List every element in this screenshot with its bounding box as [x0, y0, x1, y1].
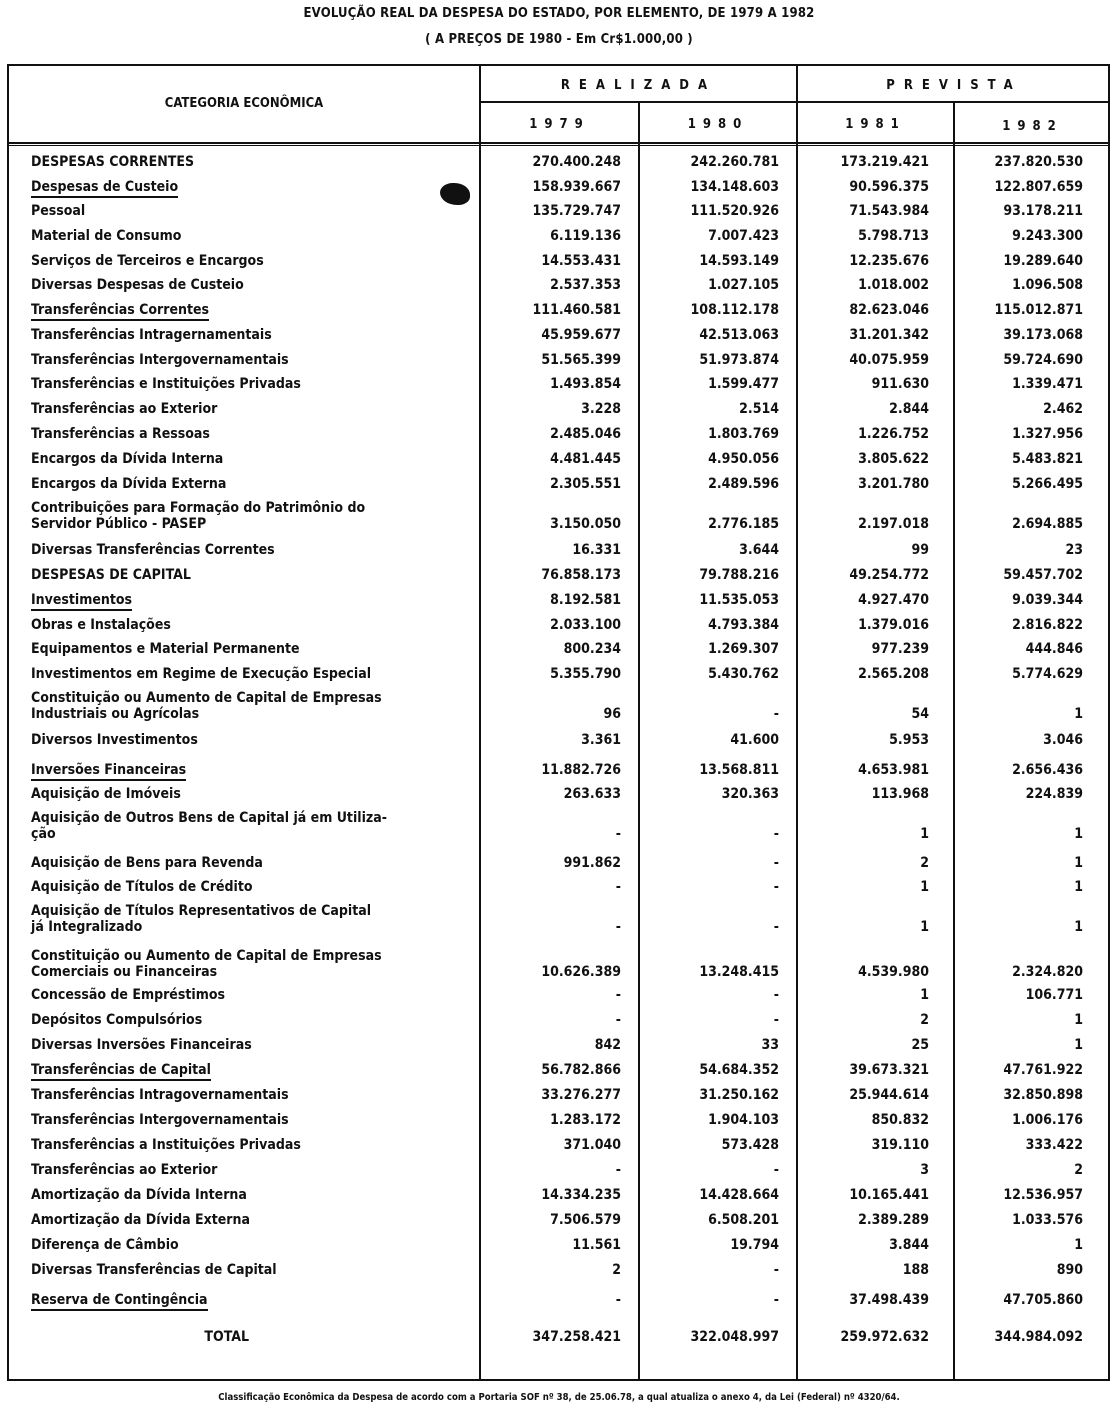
cell-value: 3 — [920, 1162, 929, 1178]
cell-value: 5.798.713 — [858, 228, 929, 244]
row-label — [31, 1137, 471, 1153]
cell-value: 1 — [920, 826, 929, 842]
cell-value: 11.561 — [572, 1237, 621, 1253]
cell-value: 51.565.399 — [541, 352, 621, 368]
cell-value: - — [773, 826, 779, 842]
cell-value: 122.807.659 — [994, 179, 1083, 195]
cell-value: 3.046 — [1043, 732, 1083, 748]
cell-value: 1.803.769 — [708, 426, 779, 442]
category-header: CATEGORIA ECONÔMICA — [164, 96, 324, 111]
cell-value: - — [773, 1262, 779, 1278]
cell-value: 2.305.551 — [550, 476, 621, 492]
year-header-1982: 1982 — [1002, 119, 1063, 134]
cell-value: - — [773, 1162, 779, 1178]
row-label-text: Diversas Transferências Correntes — [31, 542, 275, 558]
cell-value: 842 — [594, 1037, 621, 1053]
row-label-text: Transferências a Instituições Privadas — [31, 1137, 301, 1153]
cell-value: 242.260.781 — [690, 154, 779, 170]
cell-value: 41.600 — [730, 732, 779, 748]
cell-value: 6.119.136 — [550, 228, 621, 244]
row-label-text: Transferências Intergovernamentais — [31, 1112, 289, 1128]
row-label — [31, 426, 471, 442]
cell-value: 106.771 — [1025, 987, 1083, 1003]
cell-value: 1 — [920, 879, 929, 895]
row-label-text: Depósitos Compulsórios — [31, 1012, 203, 1028]
cell-value: 71.543.984 — [849, 203, 929, 219]
cell-value: 2.485.046 — [550, 426, 621, 442]
cell-value: 54.684.352 — [699, 1062, 779, 1078]
row-label-text: Diferença de Câmbio — [31, 1237, 179, 1253]
row-label — [31, 1112, 471, 1128]
cell-value: - — [615, 826, 621, 842]
cell-value: 47.705.860 — [1003, 1292, 1083, 1308]
row-label — [31, 762, 471, 778]
cell-value: 16.331 — [572, 542, 621, 558]
group-header-prevista: PREVISTA — [886, 78, 1022, 93]
cell-value: 2 — [920, 1012, 929, 1028]
cell-value: 4.793.384 — [708, 617, 779, 633]
cell-value: 42.513.063 — [699, 327, 779, 343]
cell-value: 1 — [1074, 855, 1083, 871]
cell-value: 134.148.603 — [690, 179, 779, 195]
cell-value: 3.805.622 — [858, 451, 929, 467]
row-label — [31, 401, 471, 417]
row-label-text-line2: já Integralizado — [31, 919, 143, 935]
cell-value: 45.959.677 — [541, 327, 621, 343]
row-label — [31, 154, 471, 170]
cell-value: 13.568.811 — [699, 762, 779, 778]
row-label-text: Contribuições para Formação do Patrimônio do — [31, 500, 366, 516]
cell-value: 9.039.344 — [1012, 592, 1083, 608]
row-label-text: Inversões Financeiras — [31, 762, 186, 781]
cell-value: 270.400.248 — [532, 154, 621, 170]
cell-value: 7.007.423 — [708, 228, 779, 244]
cell-value: 911.630 — [871, 376, 929, 392]
cell-value: 573.428 — [721, 1137, 779, 1153]
cell-value: - — [773, 987, 779, 1003]
row-label — [31, 1012, 471, 1028]
row-label-text: Transferências Correntes — [31, 302, 209, 321]
cell-value: 1.379.016 — [858, 617, 929, 633]
cell-value: 4.927.470 — [858, 592, 929, 608]
row-label — [31, 786, 471, 802]
cell-value: 850.832 — [871, 1112, 929, 1128]
row-label-text: DESPESAS CORRENTES — [31, 154, 195, 170]
cell-value: 39.173.068 — [1003, 327, 1083, 343]
row-label — [31, 376, 471, 392]
cell-value: 1 — [1074, 1237, 1083, 1253]
cell-value: 135.729.747 — [532, 203, 621, 219]
year-header-1979: 1979 — [529, 117, 590, 132]
cell-value: 54 — [911, 706, 929, 722]
row-label-text: Concessão de Empréstimos — [31, 987, 225, 1003]
cell-value: 2.694.885 — [1012, 516, 1083, 532]
cell-value: 4.481.445 — [550, 451, 621, 467]
cell-value: 1.904.103 — [708, 1112, 779, 1128]
cell-value: 1 — [920, 987, 929, 1003]
row-label — [31, 1212, 471, 1228]
cell-value: 371.040 — [563, 1137, 621, 1153]
row-label-text: Despesas de Custeio — [31, 179, 178, 198]
cell-value: 5.953 — [889, 732, 929, 748]
cell-value: 1 — [1074, 1037, 1083, 1053]
cell-value: 111.460.581 — [532, 302, 621, 318]
cell-value: - — [773, 706, 779, 722]
cell-value: 1 — [1074, 879, 1083, 895]
cell-value: 444.846 — [1025, 641, 1083, 657]
cell-value: 2 — [612, 1262, 621, 1278]
cell-value: 19.794 — [730, 1237, 779, 1253]
cell-value: 1.096.508 — [1012, 277, 1083, 293]
cell-value: 890 — [1056, 1262, 1083, 1278]
row-label-text: Obras e Instalações — [31, 617, 171, 633]
cell-value: 1.027.105 — [708, 277, 779, 293]
row-label-text: Investimentos — [31, 592, 132, 611]
cell-value: 1 — [1074, 826, 1083, 842]
cell-value: 1.327.956 — [1012, 426, 1083, 442]
row-label-text: Aquisição de Títulos Representativos de Capital — [31, 903, 372, 919]
row-label — [31, 1062, 471, 1078]
row-label-text: Aquisição de Imóveis — [31, 786, 181, 802]
row-label — [31, 542, 471, 558]
cell-value: 1.226.752 — [858, 426, 929, 442]
row-label-text: Diversas Transferências de Capital — [31, 1262, 277, 1278]
row-label — [31, 1087, 471, 1103]
row-label-text: Pessoal — [31, 203, 86, 219]
row-label — [31, 500, 471, 532]
row-label-text: Constituição ou Aumento de Capital de Empresas — [31, 948, 382, 964]
group-header-realizada: REALIZADA — [560, 78, 717, 93]
cell-value: 14.428.664 — [699, 1187, 779, 1203]
footnote: Classificação Econômica da Despesa de acordo com a Portaria SOF nº 38, de 25.06.78, a qual atualiza o anexo 4, da Lei (Federal) nº 4320/64. — [218, 1392, 900, 1403]
cell-value: 2.197.018 — [858, 516, 929, 532]
cell-value: 5.430.762 — [708, 666, 779, 682]
row-label — [31, 567, 471, 583]
row-label-text-line2: Comerciais ou Financeiras — [31, 964, 218, 980]
total-value: 344.984.092 — [994, 1329, 1083, 1345]
cell-value: 2 — [1074, 1162, 1083, 1178]
header-bottom-line-2 — [9, 145, 1110, 146]
cell-value: 320.363 — [721, 786, 779, 802]
cell-value: 25 — [911, 1037, 929, 1053]
row-label — [31, 228, 471, 244]
cell-value: 10.626.389 — [541, 964, 621, 980]
row-label-text: Transferências e Instituições Privadas — [31, 376, 301, 392]
cell-value: - — [773, 879, 779, 895]
cell-value: 800.234 — [563, 641, 621, 657]
total-value: 347.258.421 — [532, 1329, 621, 1345]
row-label — [31, 855, 471, 871]
cell-value: 224.839 — [1025, 786, 1083, 802]
document-subtitle: ( A PREÇOS DE 1980 - Em Cr$1.000,00 ) — [425, 32, 693, 47]
cell-value: 7.506.579 — [550, 1212, 621, 1228]
row-label-text: Constituição ou Aumento de Capital de Empresas — [31, 690, 382, 706]
cell-value: 37.498.439 — [849, 1292, 929, 1308]
cell-value: 76.858.173 — [541, 567, 621, 583]
cell-value: - — [773, 855, 779, 871]
cell-value: 4.653.981 — [858, 762, 929, 778]
cell-value: 319.110 — [871, 1137, 929, 1153]
row-label — [31, 987, 471, 1003]
cell-value: 19.289.640 — [1003, 253, 1083, 269]
row-label-text: Transferências ao Exterior — [31, 1162, 218, 1178]
cell-value: 158.939.667 — [532, 179, 621, 195]
row-label-text: Reserva de Contingência — [31, 1292, 208, 1311]
cell-value: 1 — [920, 919, 929, 935]
row-label — [31, 810, 471, 842]
cell-value: 23 — [1065, 542, 1083, 558]
cell-value: 2.389.289 — [858, 1212, 929, 1228]
cell-value: 1.283.172 — [550, 1112, 621, 1128]
cell-value: 1 — [1074, 706, 1083, 722]
cell-value: 1 — [1074, 1012, 1083, 1028]
row-label — [31, 451, 471, 467]
row-label-text: Material de Consumo — [31, 228, 182, 244]
cell-value: 90.596.375 — [849, 179, 929, 195]
cell-value: 5.355.790 — [550, 666, 621, 682]
cell-value: 2.462 — [1043, 401, 1083, 417]
row-label-text: Transferências a Ressoas — [31, 426, 210, 442]
row-label-text: Diversas Inversões Financeiras — [31, 1037, 252, 1053]
row-label-text: Encargos da Dívida Externa — [31, 476, 227, 492]
cell-value: - — [615, 919, 621, 935]
cell-value: 5.266.495 — [1012, 476, 1083, 492]
cell-value: 1.493.854 — [550, 376, 621, 392]
cell-value: - — [773, 919, 779, 935]
row-label-text: Transferências Intragernamentais — [31, 327, 272, 343]
cell-value: 49.254.772 — [849, 567, 929, 583]
cell-value: 6.508.201 — [708, 1212, 779, 1228]
cell-value: 2.656.436 — [1012, 762, 1083, 778]
document-title: EVOLUÇÃO REAL DA DESPESA DO ESTADO, POR ELEMENTO, DE 1979 A 1982 — [303, 6, 815, 21]
cell-value: 333.422 — [1025, 1137, 1083, 1153]
row-label — [31, 879, 471, 895]
cell-value: 12.235.676 — [849, 253, 929, 269]
cell-value: 14.593.149 — [699, 253, 779, 269]
cell-value: 1 — [1074, 919, 1083, 935]
cell-value: 31.201.342 — [849, 327, 929, 343]
cell-value: 1.033.576 — [1012, 1212, 1083, 1228]
cell-value: 108.112.178 — [690, 302, 779, 318]
row-label-text: Serviços de Terceiros e Encargos — [31, 253, 264, 269]
cell-value: 3.228 — [581, 401, 621, 417]
cell-value: 93.178.211 — [1003, 203, 1083, 219]
cell-value: 111.520.926 — [690, 203, 779, 219]
cell-value: 1.006.176 — [1012, 1112, 1083, 1128]
cell-value: 2.489.596 — [708, 476, 779, 492]
cell-value: 51.973.874 — [699, 352, 779, 368]
cell-value: 2.324.820 — [1012, 964, 1083, 980]
cell-value: 1.339.471 — [1012, 376, 1083, 392]
cell-value: - — [615, 1292, 621, 1308]
cell-value: 33.276.277 — [541, 1087, 621, 1103]
cell-value: 2.514 — [739, 401, 779, 417]
row-label-text: Encargos da Dívida Interna — [31, 451, 224, 467]
row-label — [31, 1237, 471, 1253]
cell-value: - — [615, 987, 621, 1003]
row-label — [31, 592, 471, 608]
row-label-text: Transferências ao Exterior — [31, 401, 218, 417]
cell-value: 11.882.726 — [541, 762, 621, 778]
year-header-1980: 1980 — [687, 117, 749, 132]
row-label-text-line2: Industriais ou Agrícolas — [31, 706, 200, 722]
cell-value: 40.075.959 — [849, 352, 929, 368]
cell-value: 113.968 — [871, 786, 929, 802]
row-label — [31, 641, 471, 657]
cell-value: 2.816.822 — [1012, 617, 1083, 633]
cell-value: 8.192.581 — [550, 592, 621, 608]
cell-value: 11.535.053 — [699, 592, 779, 608]
row-label-text: Transferências Intergovernamentais — [31, 352, 289, 368]
total-label: TOTAL — [204, 1329, 249, 1345]
row-label-text: Diversos Investimentos — [31, 732, 198, 748]
cell-value: - — [615, 1012, 621, 1028]
cell-value: 96 — [603, 706, 621, 722]
cell-value: 2.033.100 — [550, 617, 621, 633]
cell-value: 59.457.702 — [1003, 567, 1083, 583]
cell-value: 33 — [761, 1037, 779, 1053]
header-divider — [479, 101, 1110, 103]
cell-value: 4.539.980 — [858, 964, 929, 980]
cell-value: 82.623.046 — [849, 302, 929, 318]
year-header-1981: 1981 — [845, 117, 906, 132]
total-value: 259.972.632 — [840, 1329, 929, 1345]
cell-value: 59.724.690 — [1003, 352, 1083, 368]
cell-value: 32.850.898 — [1003, 1087, 1083, 1103]
cell-value: 977.239 — [871, 641, 929, 657]
row-label — [31, 327, 471, 343]
cell-value: 2.844 — [889, 401, 929, 417]
cell-value: 991.862 — [563, 855, 621, 871]
row-label-text: Transferências Intragovernamentais — [31, 1087, 289, 1103]
row-label — [31, 302, 471, 318]
cell-value: 99 — [911, 542, 929, 558]
cell-value: 3.150.050 — [550, 516, 621, 532]
cell-value: 39.673.321 — [849, 1062, 929, 1078]
row-label-text: Diversas Despesas de Custeio — [31, 277, 244, 293]
row-label — [31, 1187, 471, 1203]
cell-value: 263.633 — [563, 786, 621, 802]
row-label — [31, 277, 471, 293]
header-bottom-line — [9, 142, 1110, 144]
cell-value: 188 — [902, 1262, 929, 1278]
row-label-text: Aquisição de Outros Bens de Capital já em Utiliza- — [31, 810, 387, 826]
row-label — [31, 948, 471, 980]
cell-value: 14.334.235 — [541, 1187, 621, 1203]
row-label-text: DESPESAS DE CAPITAL — [31, 567, 191, 583]
cell-value: 3.644 — [739, 542, 779, 558]
cell-value: 5.483.821 — [1012, 451, 1083, 467]
cell-value: 1.269.307 — [708, 641, 779, 657]
cell-value: 1.018.002 — [858, 277, 929, 293]
row-label — [31, 690, 471, 722]
row-label-text: Equipamentos e Material Permanente — [31, 641, 300, 657]
cell-value: 79.788.216 — [699, 567, 779, 583]
row-label — [31, 617, 471, 633]
cell-value: 2.537.353 — [550, 277, 621, 293]
cell-value: - — [615, 1162, 621, 1178]
cell-value: 2 — [920, 855, 929, 871]
row-label-text-line2: Servidor Público - PASEP — [31, 516, 207, 532]
row-label-text: Investimentos em Regime de Execução Especial — [31, 666, 372, 682]
expense-table — [7, 64, 1110, 1381]
cell-value: 10.165.441 — [849, 1187, 929, 1203]
row-label — [31, 1262, 471, 1278]
row-label — [31, 253, 471, 269]
cell-value: 3.201.780 — [858, 476, 929, 492]
row-label-text: Amortização da Dívida Externa — [31, 1212, 250, 1228]
row-label — [31, 1037, 471, 1053]
cell-value: 14.553.431 — [541, 253, 621, 269]
cell-value: 4.950.056 — [708, 451, 779, 467]
row-label — [31, 666, 471, 682]
cell-value: 2.776.185 — [708, 516, 779, 532]
cell-value: 115.012.871 — [994, 302, 1083, 318]
row-label — [31, 476, 471, 492]
cell-value: 25.944.614 — [849, 1087, 929, 1103]
cell-value: 237.820.530 — [994, 154, 1083, 170]
cell-value: 12.536.957 — [1003, 1187, 1083, 1203]
cell-value: 31.250.162 — [699, 1087, 779, 1103]
row-label — [31, 903, 471, 935]
row-label — [31, 179, 471, 195]
row-label-text-line2: ção — [31, 826, 56, 842]
row-label — [31, 203, 471, 219]
cell-value: 3.361 — [581, 732, 621, 748]
cell-value: - — [773, 1292, 779, 1308]
cell-value: 1.599.477 — [708, 376, 779, 392]
cell-value: - — [773, 1012, 779, 1028]
cell-value: 47.761.922 — [1003, 1062, 1083, 1078]
cell-value: 173.219.421 — [840, 154, 929, 170]
cell-value: 9.243.300 — [1012, 228, 1083, 244]
cell-value: - — [615, 879, 621, 895]
cell-value: 13.248.415 — [699, 964, 779, 980]
cell-value: 56.782.866 — [541, 1062, 621, 1078]
row-label-text: Aquisição de Bens para Revenda — [31, 855, 263, 871]
row-label — [31, 1292, 471, 1308]
cell-value: 5.774.629 — [1012, 666, 1083, 682]
total-value: 322.048.997 — [690, 1329, 779, 1345]
row-label-text: Aquisição de Títulos de Crédito — [31, 879, 253, 895]
row-label — [31, 352, 471, 368]
row-label — [31, 1162, 471, 1178]
row-label-text: Amortização da Dívida Interna — [31, 1187, 247, 1203]
row-label-text: Transferências de Capital — [31, 1062, 211, 1081]
cell-value: 3.844 — [889, 1237, 929, 1253]
cell-value: 2.565.208 — [858, 666, 929, 682]
row-label — [31, 732, 471, 748]
